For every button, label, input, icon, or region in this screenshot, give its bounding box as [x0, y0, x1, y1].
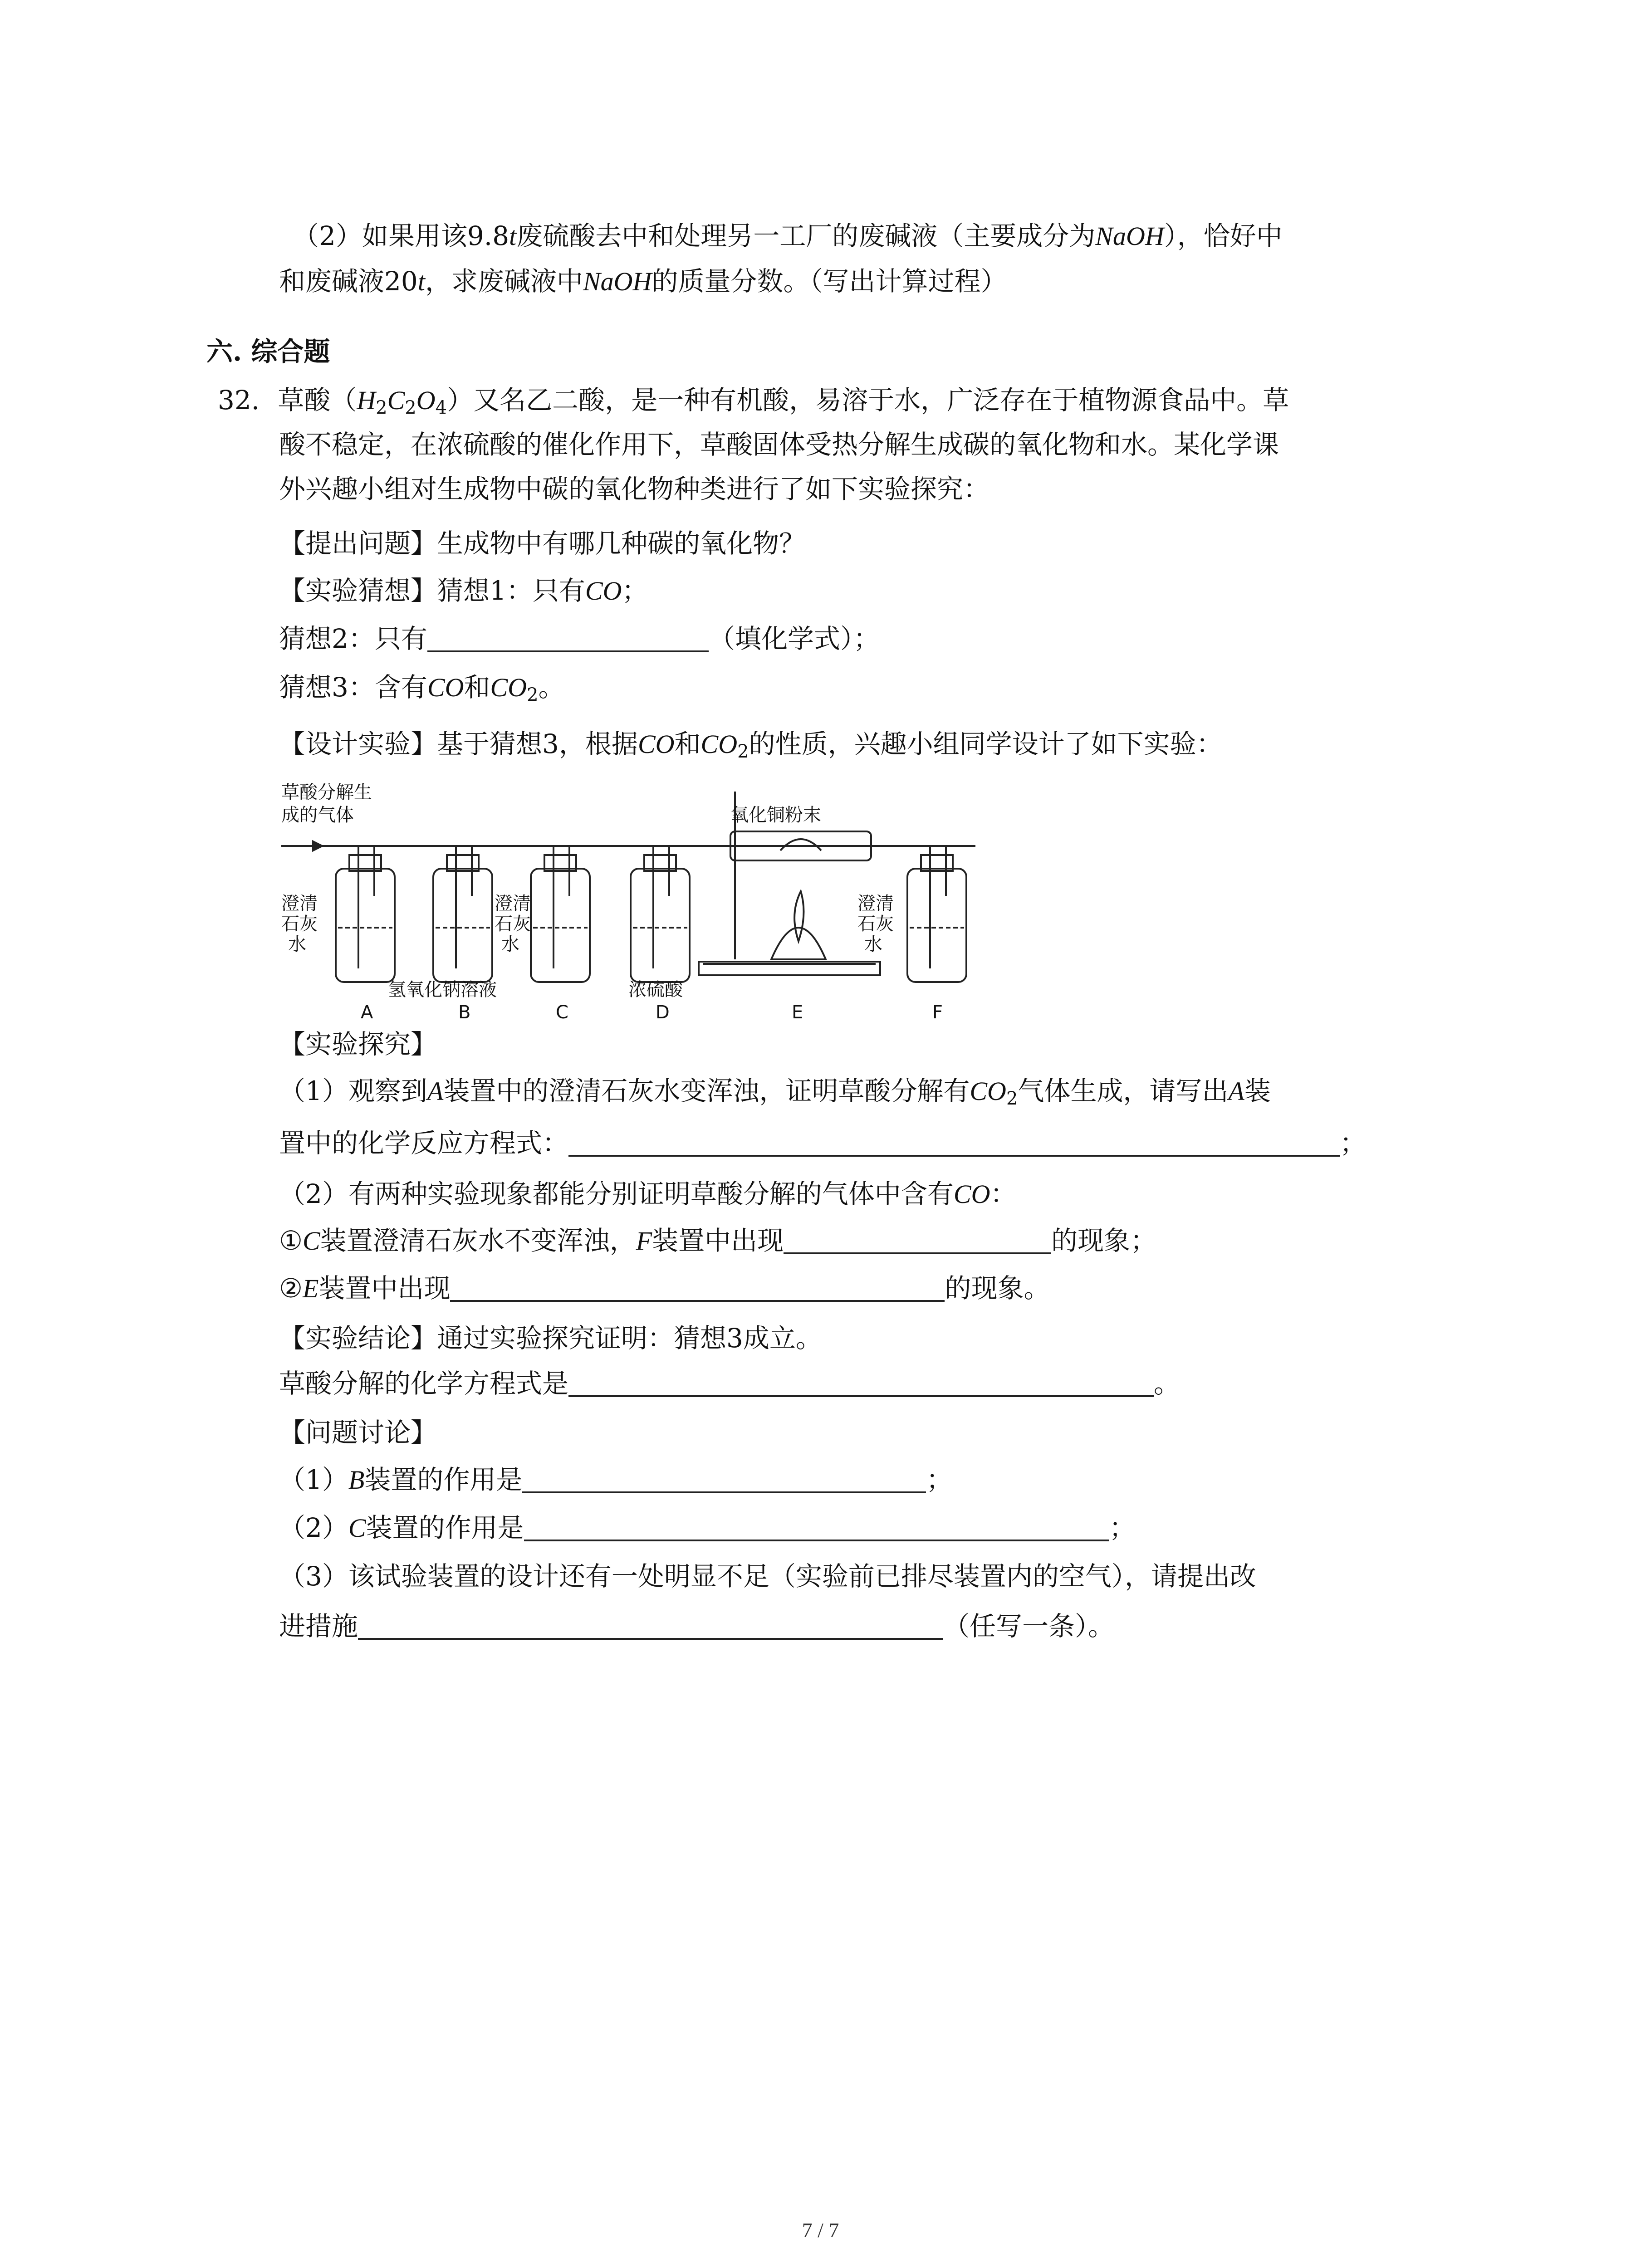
- guess1: 【实验猜想】猜想1：只有CO；: [279, 575, 648, 606]
- guess3: 猜想3：含有CO和$CO_2$。: [279, 672, 565, 705]
- question-number: 32.: [218, 385, 260, 415]
- apparatus-diagram: [272, 778, 975, 1023]
- guess2: 猜想2：只有 （填化学式）；: [279, 623, 880, 654]
- discussion-heading: 【问题讨论】: [279, 1417, 437, 1448]
- inlet-label: 草酸分解生: [281, 782, 372, 803]
- q32-intro-line2: 酸不稳定，在浓硫酸的催化作用下，草酸固体受热分解生成碳的氧化物和水。某化学课: [279, 429, 1279, 460]
- bottle-c-label: 澄清: [495, 893, 531, 914]
- bottle-c-label: 水: [501, 934, 519, 955]
- bottle-a-label: 澄清: [281, 893, 318, 914]
- explore-2-1: ①C装置澄清石灰水不变浑浊，F装置中出现 的现象；: [279, 1225, 1157, 1256]
- answer-blank-equation-a[interactable]: [568, 1129, 1340, 1157]
- q32-intro-line3: 外兴趣小组对生成物中碳的氧化物种类进行了如下实验探究：: [279, 474, 990, 504]
- bottle-a: [336, 846, 395, 982]
- explore-heading: 【实验探究】: [279, 1029, 437, 1060]
- answer-blank-guess2[interactable]: [427, 624, 709, 652]
- bottle-d-label: 浓硫酸: [628, 979, 683, 1000]
- answer-blank-c-function[interactable]: [524, 1513, 1109, 1541]
- bottle-c: [531, 846, 590, 982]
- discussion-3-line2: 进措施 （任写一条）。: [279, 1611, 1115, 1642]
- bottle-a-label: 石灰: [281, 914, 318, 934]
- q31-part2-line1: （2）如果用该9.8t废硫酸去中和处理另一工厂的废碱液（主要成分为NaOH），恰好中: [293, 220, 1283, 251]
- q32-intro-line1: 32. 草酸$(H_2C_2O_4)$又名乙二酸，是一种有机酸，易溶于水，广泛存在于植物源食品中。草: [218, 385, 1289, 418]
- section-title: 六. 综合题: [206, 336, 330, 367]
- discussion-2: （2）C装置的作用是 ；: [279, 1512, 1136, 1543]
- discussion-1: （1）B装置的作用是 ；: [279, 1464, 953, 1495]
- bottle-f-label: 水: [864, 934, 882, 955]
- bottle-a-label: 水: [288, 934, 306, 955]
- explore-1-line2: 置中的化学反应方程式： ；: [279, 1128, 1367, 1158]
- arrow-icon: [313, 841, 322, 850]
- bottle-f-label: 石灰: [857, 914, 894, 934]
- discussion-3-line1: （3）该试验装置的设计还有一处明显不足（实验前已排尽装置内的空气），请提出改: [279, 1561, 1256, 1592]
- design-experiment: 【设计实验】基于猜想3，根据CO和$CO_2$的性质，兴趣小组同学设计了如下实验：: [279, 728, 1223, 762]
- answer-blank-f-phenomenon[interactable]: [784, 1226, 1051, 1254]
- device-letter: A: [361, 1002, 373, 1023]
- device-letters: [361, 1002, 943, 1023]
- answer-blank-b-function[interactable]: [522, 1465, 926, 1493]
- bottle-d: [631, 846, 690, 982]
- conclusion: 【实验结论】通过实验探究证明：猜想3成立。: [279, 1323, 822, 1354]
- explore-2: （2）有两种实验现象都能分别证明草酸分解的气体中含有CO：: [279, 1178, 1017, 1209]
- bottle-f: [907, 846, 966, 982]
- device-letter: E: [792, 1002, 803, 1023]
- explore-2-2: ②E装置中出现 的现象。: [279, 1273, 1050, 1304]
- device-letter: C: [556, 1002, 568, 1023]
- device-letter: D: [656, 1002, 670, 1023]
- answer-blank-decomposition[interactable]: [568, 1369, 1154, 1397]
- answer-blank-improvement[interactable]: [358, 1612, 943, 1640]
- device-letter: B: [458, 1002, 471, 1023]
- page-number: 7 / 7: [802, 2219, 839, 2242]
- cuo-label: 氧化铜粉末: [730, 805, 821, 826]
- bottle-b: [433, 846, 492, 982]
- q31-part2-line2: 和废碱液20t，求废碱液中NaOH的质量分数。（写出计算过程）: [279, 266, 1007, 297]
- inlet-label: 成的气体: [281, 805, 354, 826]
- ask-question: 【提出问题】生成物中有哪几种碳的氧化物？: [279, 528, 806, 559]
- bottle-b-label: 氢氧化钠溶液: [388, 979, 497, 1000]
- decomposition-equation: 草酸分解的化学方程式是 。: [279, 1368, 1181, 1399]
- device-letter: F: [932, 1002, 943, 1023]
- explore-1-line1: （1）观察到A装置中的澄清石灰水变浑浊，证明草酸分解有$CO_2$气体生成，请写出A装: [279, 1075, 1271, 1109]
- bottle-c-label: 石灰: [495, 914, 531, 934]
- answer-blank-e-phenomenon[interactable]: [450, 1274, 945, 1302]
- bottle-f-label: 澄清: [857, 893, 894, 914]
